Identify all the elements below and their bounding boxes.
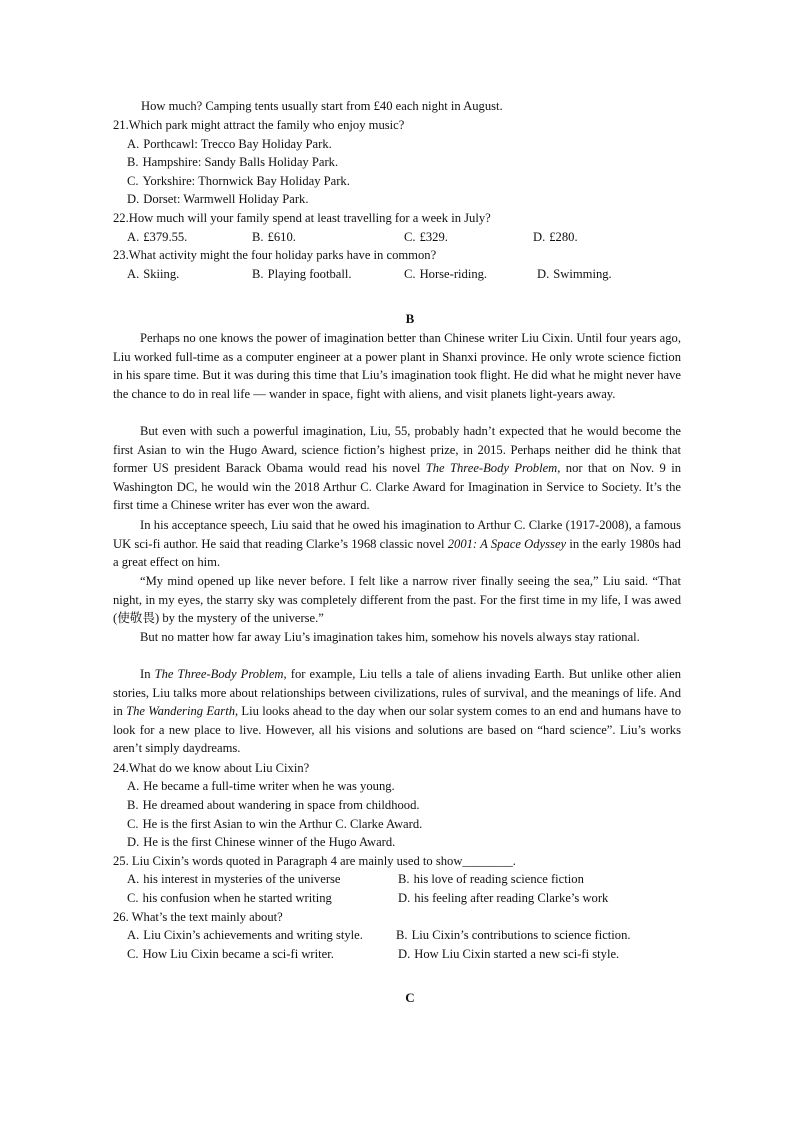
option-text: Swimming. [553, 267, 612, 281]
option-letter: A. [127, 872, 140, 886]
book-title: The Wandering Earth [126, 704, 236, 719]
option-letter: A. [127, 267, 140, 281]
q23-option-d [537, 265, 612, 283]
book-title: 2001: A Space Odyssey [447, 536, 567, 551]
option-text: £329. [419, 230, 448, 244]
paragraph-text: , for example, Liu tells a tale of aliens invading Earth. But unlike other alien stories, Liu talks more about relationships between civilizations, rules of survival, and the meanings of life. And in [113, 667, 681, 719]
q24-option-b [127, 796, 420, 814]
passage-paragraph-3 [113, 516, 681, 572]
option-letter: A. [127, 230, 140, 244]
option-text: £379.55. [143, 230, 188, 244]
paragraph-text: , Liu looks ahead to the day when our solar system comes to an end and humans have to look for a new place to live. However, all his visions and solutions are based on “hard science”. Liu’s works aren’t simply daydreams. [113, 704, 682, 756]
section-b-heading: B [405, 311, 415, 326]
paragraph-text: In his acceptance speech, Liu said that he owed his imagination to Arthur C. Clarke (1917-2008), a famous UK sci-fi author. He said that reading Clarke’s 1968 classic novel [113, 518, 681, 551]
passage-paragraph-2 [113, 422, 681, 515]
paragraph-text: But even with such a powerful imagination, Liu, 55, probably hadn’t expected that he would become the first Asian to win the Hugo Award, science fiction’s highest prize, in 2015. Perhaps neither did he think that former US president Barack Obama would read his novel [113, 424, 681, 476]
option-text: his confusion when he started writing [142, 891, 332, 905]
q21-option-d [127, 190, 309, 208]
option-text: his interest in mysteries of the universe [143, 872, 341, 886]
option-letter: D. [537, 267, 550, 281]
paragraph-text: , nor that on Nov. 9 in Washington DC, he would win the 2018 Arthur C. Clarke Award for Imagination in Service to Society. It’s the first time a Chinese writer has ever won the award. [113, 461, 682, 513]
option-text: Liu Cixin’s contributions to science fiction. [411, 928, 631, 942]
option-letter: A. [127, 928, 140, 942]
q26-option-d [398, 945, 619, 963]
book-title: The Three-Body Problem [154, 667, 284, 681]
option-letter: D. [127, 192, 140, 206]
q21-option-a [127, 135, 332, 153]
q25-option-c [127, 889, 332, 907]
option-letter: A. [127, 779, 140, 793]
passage-paragraph-5: But no matter how far away Liu’s imagination takes him, somehow his novels always stay rational. [140, 630, 640, 644]
option-text: Yorkshire: Thornwick Bay Holiday Park. [142, 174, 350, 188]
q23-option-c [404, 265, 487, 283]
option-text: Horse-riding. [419, 267, 488, 281]
q24-option-d [127, 833, 395, 851]
price-line: How much? Camping tents usually start from £40 each night in August. [141, 99, 503, 113]
q25-option-a [127, 870, 341, 888]
q26-option-a [127, 926, 363, 944]
option-letter: C. [127, 891, 139, 905]
passage-paragraph-4: “My mind opened up like never before. I felt like a narrow river finally seeing the sea,” Liu said. “That night, in my eyes, the starry sky was completely different from the past. For the first time in my life, I was awed (使敬畏) by the mystery of the universe.” [113, 574, 681, 626]
question-26-stem: 26. What’s the text mainly about? [113, 910, 283, 924]
question-24-stem: 24.What do we know about Liu Cixin? [113, 761, 310, 775]
option-text: He dreamed about wandering in space from childhood. [142, 798, 420, 812]
option-text: Porthcawl: Trecco Bay Holiday Park. [143, 137, 332, 151]
option-text: Skiing. [143, 267, 180, 281]
option-letter: B. [127, 155, 139, 169]
passage-paragraph-1: Perhaps no one knows the power of imagination better than Chinese writer Liu Cixin. Until four years ago, Liu worked full-time as a computer engineer at a power plant in Shanxi province. He only wrote science fiction in his spare time. But it was during this time that Liu’s imagination took flight. He did what he might never have the chance to do in real life — wander in space, fight with aliens, and visit planets light-years away. [113, 331, 681, 401]
option-text: How Liu Cixin started a new sci-fi style. [414, 947, 620, 961]
option-letter: C. [127, 947, 139, 961]
option-letter: C. [404, 230, 416, 244]
option-letter: B. [398, 872, 410, 886]
passage-paragraph-6 [113, 665, 681, 758]
option-letter: D. [398, 947, 411, 961]
section-c-heading: C [405, 990, 415, 1005]
q23-option-b [252, 265, 352, 283]
option-text: Dorset: Warmwell Holiday Park. [143, 192, 309, 206]
q22-option-c [404, 228, 448, 246]
option-letter: C. [404, 267, 416, 281]
option-letter: D. [398, 891, 411, 905]
option-text: his love of reading science fiction [413, 872, 584, 886]
option-letter: D. [127, 835, 140, 849]
option-text: How Liu Cixin became a sci-fi writer. [142, 947, 334, 961]
q25-option-d [398, 889, 608, 907]
option-text: Playing football. [267, 267, 352, 281]
option-letter: B. [396, 928, 408, 942]
option-text: Hampshire: Sandy Balls Holiday Park. [142, 155, 339, 169]
question-21-stem: 21.Which park might attract the family who enjoy music? [113, 118, 405, 132]
q22-option-a [127, 228, 187, 246]
q21-option-b [127, 153, 338, 171]
q23-option-a [127, 265, 179, 283]
q22-option-d [533, 228, 578, 246]
option-text: He became a full-time writer when he was young. [143, 779, 395, 793]
book-title: The Three-Body Problem [425, 461, 558, 476]
option-letter: D. [533, 230, 546, 244]
option-letter: C. [127, 817, 139, 831]
option-letter: B. [252, 230, 264, 244]
option-text: his feeling after reading Clarke’s work [414, 891, 609, 905]
option-text: He is the first Chinese winner of the Hugo Award. [143, 835, 396, 849]
q26-option-b [396, 926, 631, 944]
q24-option-c [127, 815, 422, 833]
question-22-stem: 22.How much will your family spend at least travelling for a week in July? [113, 211, 491, 225]
option-text: He is the first Asian to win the Arthur C. Clarke Award. [142, 817, 423, 831]
option-text: £610. [267, 230, 296, 244]
option-text: Liu Cixin’s achievements and writing style. [143, 928, 363, 942]
option-letter: A. [127, 137, 140, 151]
option-letter: B. [127, 798, 139, 812]
question-23-stem: 23.What activity might the four holiday parks have in common? [113, 248, 437, 262]
option-letter: B. [252, 267, 264, 281]
q24-option-a [127, 777, 395, 795]
q25-option-b [398, 870, 584, 888]
question-25-stem: 25. Liu Cixin’s words quoted in Paragraph 4 are mainly used to show________. [113, 854, 516, 868]
paragraph-text: in the early 1980s had a great effect on him. [113, 536, 681, 570]
q21-option-c [127, 172, 350, 190]
q22-option-b [252, 228, 296, 246]
paragraph-text: In [140, 667, 155, 681]
q26-option-c [127, 945, 334, 963]
option-text: £280. [549, 230, 578, 244]
option-letter: C. [127, 174, 139, 188]
